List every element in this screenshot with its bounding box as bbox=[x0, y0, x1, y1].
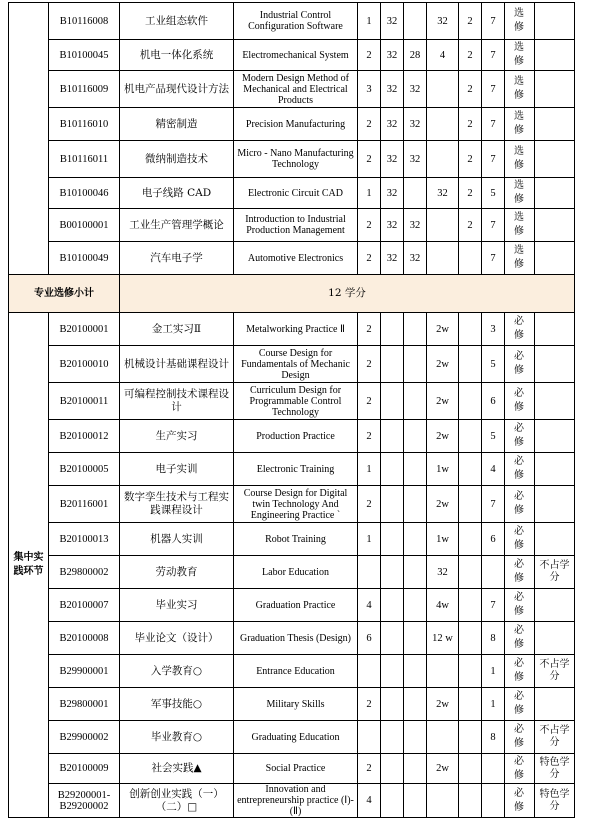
semester: 3 bbox=[482, 313, 505, 346]
course-type: 选修 bbox=[505, 3, 535, 40]
course-type: 必修 bbox=[505, 523, 535, 556]
course-name-cn: 精密制造 bbox=[120, 108, 234, 141]
course-type: 必修 bbox=[505, 721, 535, 754]
table-row bbox=[9, 523, 575, 556]
weekly-hours bbox=[459, 453, 482, 486]
practice-hours bbox=[427, 721, 459, 754]
table-row bbox=[9, 242, 575, 275]
total-hours bbox=[381, 655, 404, 688]
remarks bbox=[535, 141, 575, 178]
weekly-hours bbox=[459, 313, 482, 346]
lecture-hours bbox=[404, 420, 427, 453]
remarks bbox=[535, 383, 575, 420]
weekly-hours bbox=[459, 688, 482, 721]
table-row bbox=[9, 420, 575, 453]
semester: 7 bbox=[482, 71, 505, 108]
table-row bbox=[9, 721, 575, 754]
remarks bbox=[535, 313, 575, 346]
practice-hours: 2w bbox=[427, 688, 459, 721]
credits: 4 bbox=[358, 589, 381, 622]
course-name-en: Graduating Education bbox=[234, 721, 358, 754]
table-row bbox=[9, 486, 575, 523]
course-code: B29200001-B29200002 bbox=[49, 784, 120, 818]
course-code: B10100049 bbox=[49, 242, 120, 275]
credits: 4 bbox=[358, 784, 381, 818]
course-code: B20100005 bbox=[49, 453, 120, 486]
table-row bbox=[9, 346, 575, 383]
practice-hours bbox=[427, 108, 459, 141]
total-hours bbox=[381, 313, 404, 346]
semester: 1 bbox=[482, 655, 505, 688]
remarks bbox=[535, 71, 575, 108]
course-name-cn: 机器人实训 bbox=[120, 523, 234, 556]
course-type: 必修 bbox=[505, 453, 535, 486]
remarks bbox=[535, 688, 575, 721]
table-row bbox=[9, 209, 575, 242]
table-row bbox=[9, 589, 575, 622]
credits: 2 bbox=[358, 40, 381, 71]
course-name-cn: 生产实习 bbox=[120, 420, 234, 453]
course-type: 选修 bbox=[505, 178, 535, 209]
weekly-hours: 2 bbox=[459, 71, 482, 108]
semester: 7 bbox=[482, 486, 505, 523]
course-name-en: Production Practice bbox=[234, 420, 358, 453]
lecture-hours bbox=[404, 655, 427, 688]
remarks: 不占学分 bbox=[535, 556, 575, 589]
table-row bbox=[9, 688, 575, 721]
total-hours: 32 bbox=[381, 71, 404, 108]
credits: 2 bbox=[358, 346, 381, 383]
lecture-hours bbox=[404, 754, 427, 784]
credits: 6 bbox=[358, 622, 381, 655]
course-code: B29900001 bbox=[49, 655, 120, 688]
practice-hours: 1w bbox=[427, 453, 459, 486]
remarks bbox=[535, 108, 575, 141]
semester: 4 bbox=[482, 453, 505, 486]
lecture-hours bbox=[404, 486, 427, 523]
course-type: 选修 bbox=[505, 40, 535, 71]
lecture-hours bbox=[404, 784, 427, 818]
course-name-en: Precision Manufacturing bbox=[234, 108, 358, 141]
total-hours bbox=[381, 420, 404, 453]
course-name-cn: 电子实训 bbox=[120, 453, 234, 486]
semester bbox=[482, 784, 505, 818]
remarks: 特色学分 bbox=[535, 784, 575, 818]
course-type: 必修 bbox=[505, 655, 535, 688]
course-name-cn: 社会实践▲ bbox=[120, 754, 234, 784]
course-name-en: Automotive Electronics bbox=[234, 242, 358, 275]
credits: 2 bbox=[358, 141, 381, 178]
practice-hours bbox=[427, 655, 459, 688]
credits: 3 bbox=[358, 71, 381, 108]
table-row bbox=[9, 622, 575, 655]
lecture-hours bbox=[404, 178, 427, 209]
remarks bbox=[535, 40, 575, 71]
table-row bbox=[9, 141, 575, 178]
semester: 7 bbox=[482, 40, 505, 71]
course-name-cn: 机电一体化系统 bbox=[120, 40, 234, 71]
weekly-hours: 2 bbox=[459, 3, 482, 40]
subtotal-value: 12 学分 bbox=[120, 275, 575, 313]
semester: 7 bbox=[482, 209, 505, 242]
total-hours bbox=[381, 589, 404, 622]
weekly-hours bbox=[459, 622, 482, 655]
practice-hours: 2w bbox=[427, 754, 459, 784]
course-code: B20100009 bbox=[49, 754, 120, 784]
course-name-cn: 汽车电子学 bbox=[120, 242, 234, 275]
course-name-en: Robot Training bbox=[234, 523, 358, 556]
remarks: 不占学分 bbox=[535, 655, 575, 688]
table-row bbox=[9, 313, 575, 346]
course-name-cn: 金工实习Ⅱ bbox=[120, 313, 234, 346]
course-table-body bbox=[9, 3, 575, 818]
weekly-hours bbox=[459, 784, 482, 818]
course-name-en: Social Practice bbox=[234, 754, 358, 784]
course-name-en: Curriculum Design for Programmable Control Technology bbox=[234, 383, 358, 420]
table-row bbox=[9, 754, 575, 784]
credits: 1 bbox=[358, 178, 381, 209]
course-code: B00100001 bbox=[49, 209, 120, 242]
course-name-en: Innovation and entrepreneurship practice (Ⅰ)-(Ⅱ) bbox=[234, 784, 358, 818]
practice-hours: 4 bbox=[427, 40, 459, 71]
course-type: 选修 bbox=[505, 209, 535, 242]
course-code: B20100011 bbox=[49, 383, 120, 420]
total-hours: 32 bbox=[381, 3, 404, 40]
total-hours bbox=[381, 688, 404, 721]
category-cell bbox=[9, 3, 49, 275]
total-hours: 32 bbox=[381, 209, 404, 242]
practice-hours: 32 bbox=[427, 556, 459, 589]
course-name-en: Introduction to Industrial Production Management bbox=[234, 209, 358, 242]
course-name-cn: 工业组态软件 bbox=[120, 3, 234, 40]
credits bbox=[358, 556, 381, 589]
semester: 8 bbox=[482, 622, 505, 655]
course-name-en: Graduation Thesis (Design) bbox=[234, 622, 358, 655]
course-name-cn: 军事技能○ bbox=[120, 688, 234, 721]
course-name-cn: 入学教育○ bbox=[120, 655, 234, 688]
weekly-hours bbox=[459, 346, 482, 383]
practice-hours: 12 w bbox=[427, 622, 459, 655]
credits: 2 bbox=[358, 108, 381, 141]
course-name-en: Graduation Practice bbox=[234, 589, 358, 622]
lecture-hours bbox=[404, 523, 427, 556]
total-hours: 32 bbox=[381, 40, 404, 71]
total-hours: 32 bbox=[381, 141, 404, 178]
lecture-hours bbox=[404, 688, 427, 721]
total-hours bbox=[381, 556, 404, 589]
course-code: B20100007 bbox=[49, 589, 120, 622]
remarks bbox=[535, 3, 575, 40]
remarks bbox=[535, 453, 575, 486]
course-name-cn: 毕业教育○ bbox=[120, 721, 234, 754]
course-name-cn: 微纳制造技术 bbox=[120, 141, 234, 178]
remarks: 不占学分 bbox=[535, 721, 575, 754]
total-hours bbox=[381, 523, 404, 556]
practice-hours: 2w bbox=[427, 486, 459, 523]
lecture-hours bbox=[404, 346, 427, 383]
practice-hours bbox=[427, 71, 459, 108]
credits: 2 bbox=[358, 209, 381, 242]
lecture-hours bbox=[404, 721, 427, 754]
course-type: 必修 bbox=[505, 313, 535, 346]
semester: 7 bbox=[482, 141, 505, 178]
course-code: B10116009 bbox=[49, 71, 120, 108]
weekly-hours: 2 bbox=[459, 178, 482, 209]
semester: 7 bbox=[482, 589, 505, 622]
course-code: B29800002 bbox=[49, 556, 120, 589]
course-type: 必修 bbox=[505, 784, 535, 818]
table-row bbox=[9, 383, 575, 420]
semester: 5 bbox=[482, 420, 505, 453]
course-code: B10116008 bbox=[49, 3, 120, 40]
course-code: B29800001 bbox=[49, 688, 120, 721]
weekly-hours bbox=[459, 589, 482, 622]
table-row bbox=[9, 3, 575, 40]
course-type: 选修 bbox=[505, 141, 535, 178]
course-type: 必修 bbox=[505, 383, 535, 420]
subtotal-row bbox=[9, 275, 575, 313]
semester: 6 bbox=[482, 383, 505, 420]
credits: 2 bbox=[358, 420, 381, 453]
total-hours bbox=[381, 453, 404, 486]
semester bbox=[482, 754, 505, 784]
course-type: 必修 bbox=[505, 556, 535, 589]
semester: 8 bbox=[482, 721, 505, 754]
weekly-hours: 2 bbox=[459, 40, 482, 71]
course-code: B20100013 bbox=[49, 523, 120, 556]
practice-hours: 2w bbox=[427, 383, 459, 420]
weekly-hours bbox=[459, 420, 482, 453]
course-code: B29900002 bbox=[49, 721, 120, 754]
course-name-en: Electromechanical System bbox=[234, 40, 358, 71]
total-hours bbox=[381, 784, 404, 818]
course-name-en: Military Skills bbox=[234, 688, 358, 721]
course-type: 必修 bbox=[505, 589, 535, 622]
credits: 2 bbox=[358, 486, 381, 523]
course-code: B20116001 bbox=[49, 486, 120, 523]
semester: 7 bbox=[482, 3, 505, 40]
course-name-cn: 工业生产管理学概论 bbox=[120, 209, 234, 242]
course-name-cn: 机电产品现代设计方法 bbox=[120, 71, 234, 108]
course-name-cn: 创新创业实践（一）（二）□ bbox=[120, 784, 234, 818]
remarks bbox=[535, 178, 575, 209]
course-name-cn: 机械设计基础课程设计 bbox=[120, 346, 234, 383]
lecture-hours bbox=[404, 622, 427, 655]
course-name-cn: 毕业论文（设计） bbox=[120, 622, 234, 655]
total-hours bbox=[381, 721, 404, 754]
remarks bbox=[535, 486, 575, 523]
credits bbox=[358, 721, 381, 754]
lecture-hours bbox=[404, 383, 427, 420]
lecture-hours bbox=[404, 556, 427, 589]
course-code: B10116010 bbox=[49, 108, 120, 141]
semester: 6 bbox=[482, 523, 505, 556]
table-row bbox=[9, 108, 575, 141]
course-code: B10100045 bbox=[49, 40, 120, 71]
course-code: B20100012 bbox=[49, 420, 120, 453]
practice-hours: 2w bbox=[427, 420, 459, 453]
remarks bbox=[535, 523, 575, 556]
subtotal-label: 专业选修小计 bbox=[9, 275, 120, 313]
course-type: 必修 bbox=[505, 622, 535, 655]
weekly-hours bbox=[459, 721, 482, 754]
lecture-hours bbox=[404, 589, 427, 622]
practice-hours: 1w bbox=[427, 523, 459, 556]
total-hours: 32 bbox=[381, 242, 404, 275]
credits: 2 bbox=[358, 688, 381, 721]
lecture-hours: 32 bbox=[404, 242, 427, 275]
semester: 1 bbox=[482, 688, 505, 721]
credits: 2 bbox=[358, 313, 381, 346]
practice-hours: 4w bbox=[427, 589, 459, 622]
table-row bbox=[9, 178, 575, 209]
semester bbox=[482, 556, 505, 589]
weekly-hours: 2 bbox=[459, 108, 482, 141]
lecture-hours: 32 bbox=[404, 71, 427, 108]
lecture-hours: 28 bbox=[404, 40, 427, 71]
credits: 1 bbox=[358, 523, 381, 556]
credits: 2 bbox=[358, 754, 381, 784]
total-hours bbox=[381, 346, 404, 383]
total-hours bbox=[381, 486, 404, 523]
practice-hours: 2w bbox=[427, 313, 459, 346]
course-type: 必修 bbox=[505, 688, 535, 721]
course-name-en: Modern Design Method of Mechanical and Electrical Products bbox=[234, 71, 358, 108]
lecture-hours bbox=[404, 3, 427, 40]
course-name-en: Electronic Circuit CAD bbox=[234, 178, 358, 209]
semester: 5 bbox=[482, 346, 505, 383]
remarks bbox=[535, 622, 575, 655]
remarks: 特色学分 bbox=[535, 754, 575, 784]
course-name-en: Electronic Training bbox=[234, 453, 358, 486]
weekly-hours bbox=[459, 754, 482, 784]
section-label: 集中实践环节 bbox=[9, 313, 49, 818]
credits: 2 bbox=[358, 383, 381, 420]
remarks bbox=[535, 346, 575, 383]
course-type: 必修 bbox=[505, 754, 535, 784]
credits bbox=[358, 655, 381, 688]
table-row bbox=[9, 71, 575, 108]
course-code: B20100001 bbox=[49, 313, 120, 346]
credits: 2 bbox=[358, 242, 381, 275]
course-name-en: Industrial Control Configuration Software bbox=[234, 3, 358, 40]
course-name-cn: 电子线路 CAD bbox=[120, 178, 234, 209]
weekly-hours bbox=[459, 556, 482, 589]
course-name-en: Course Design for Fundamentals of Mechanic Design bbox=[234, 346, 358, 383]
table-row bbox=[9, 556, 575, 589]
course-name-en: Micro - Nano Manufacturing Technology bbox=[234, 141, 358, 178]
course-name-cn: 可编程控制技术课程设计 bbox=[120, 383, 234, 420]
semester: 7 bbox=[482, 108, 505, 141]
semester: 5 bbox=[482, 178, 505, 209]
course-name-cn: 劳动教育 bbox=[120, 556, 234, 589]
total-hours: 32 bbox=[381, 108, 404, 141]
remarks bbox=[535, 242, 575, 275]
weekly-hours bbox=[459, 383, 482, 420]
course-type: 选修 bbox=[505, 108, 535, 141]
total-hours bbox=[381, 383, 404, 420]
remarks bbox=[535, 420, 575, 453]
table-row bbox=[9, 655, 575, 688]
practice-hours bbox=[427, 242, 459, 275]
course-name-en: Course Design for Digital twin Technology And Engineering Practice ` bbox=[234, 486, 358, 523]
course-type: 选修 bbox=[505, 242, 535, 275]
practice-hours: 2w bbox=[427, 346, 459, 383]
course-code: B10100046 bbox=[49, 178, 120, 209]
semester: 7 bbox=[482, 242, 505, 275]
table-row bbox=[9, 40, 575, 71]
weekly-hours bbox=[459, 523, 482, 556]
practice-hours bbox=[427, 209, 459, 242]
practice-hours: 32 bbox=[427, 3, 459, 40]
lecture-hours bbox=[404, 453, 427, 486]
course-type: 必修 bbox=[505, 486, 535, 523]
practice-hours bbox=[427, 784, 459, 818]
course-type: 选修 bbox=[505, 71, 535, 108]
weekly-hours: 2 bbox=[459, 141, 482, 178]
lecture-hours: 32 bbox=[404, 141, 427, 178]
lecture-hours: 32 bbox=[404, 209, 427, 242]
course-type: 必修 bbox=[505, 420, 535, 453]
credits: 1 bbox=[358, 453, 381, 486]
course-table bbox=[8, 2, 575, 818]
remarks bbox=[535, 209, 575, 242]
course-name-en: Labor Education bbox=[234, 556, 358, 589]
total-hours: 32 bbox=[381, 178, 404, 209]
credits: 1 bbox=[358, 3, 381, 40]
course-code: B20100010 bbox=[49, 346, 120, 383]
weekly-hours bbox=[459, 486, 482, 523]
total-hours bbox=[381, 622, 404, 655]
practice-hours: 32 bbox=[427, 178, 459, 209]
course-name-cn: 数字孪生技术与工程实践课程设计 bbox=[120, 486, 234, 523]
course-name-cn: 毕业实习 bbox=[120, 589, 234, 622]
weekly-hours bbox=[459, 655, 482, 688]
practice-hours bbox=[427, 141, 459, 178]
weekly-hours: 2 bbox=[459, 209, 482, 242]
course-name-en: Entrance Education bbox=[234, 655, 358, 688]
course-code: B20100008 bbox=[49, 622, 120, 655]
course-code: B10116011 bbox=[49, 141, 120, 178]
lecture-hours: 32 bbox=[404, 108, 427, 141]
remarks bbox=[535, 589, 575, 622]
table-row bbox=[9, 784, 575, 818]
weekly-hours bbox=[459, 242, 482, 275]
course-type: 必修 bbox=[505, 346, 535, 383]
total-hours bbox=[381, 754, 404, 784]
lecture-hours bbox=[404, 313, 427, 346]
table-row bbox=[9, 453, 575, 486]
course-name-en: Metalworking Practice Ⅱ bbox=[234, 313, 358, 346]
